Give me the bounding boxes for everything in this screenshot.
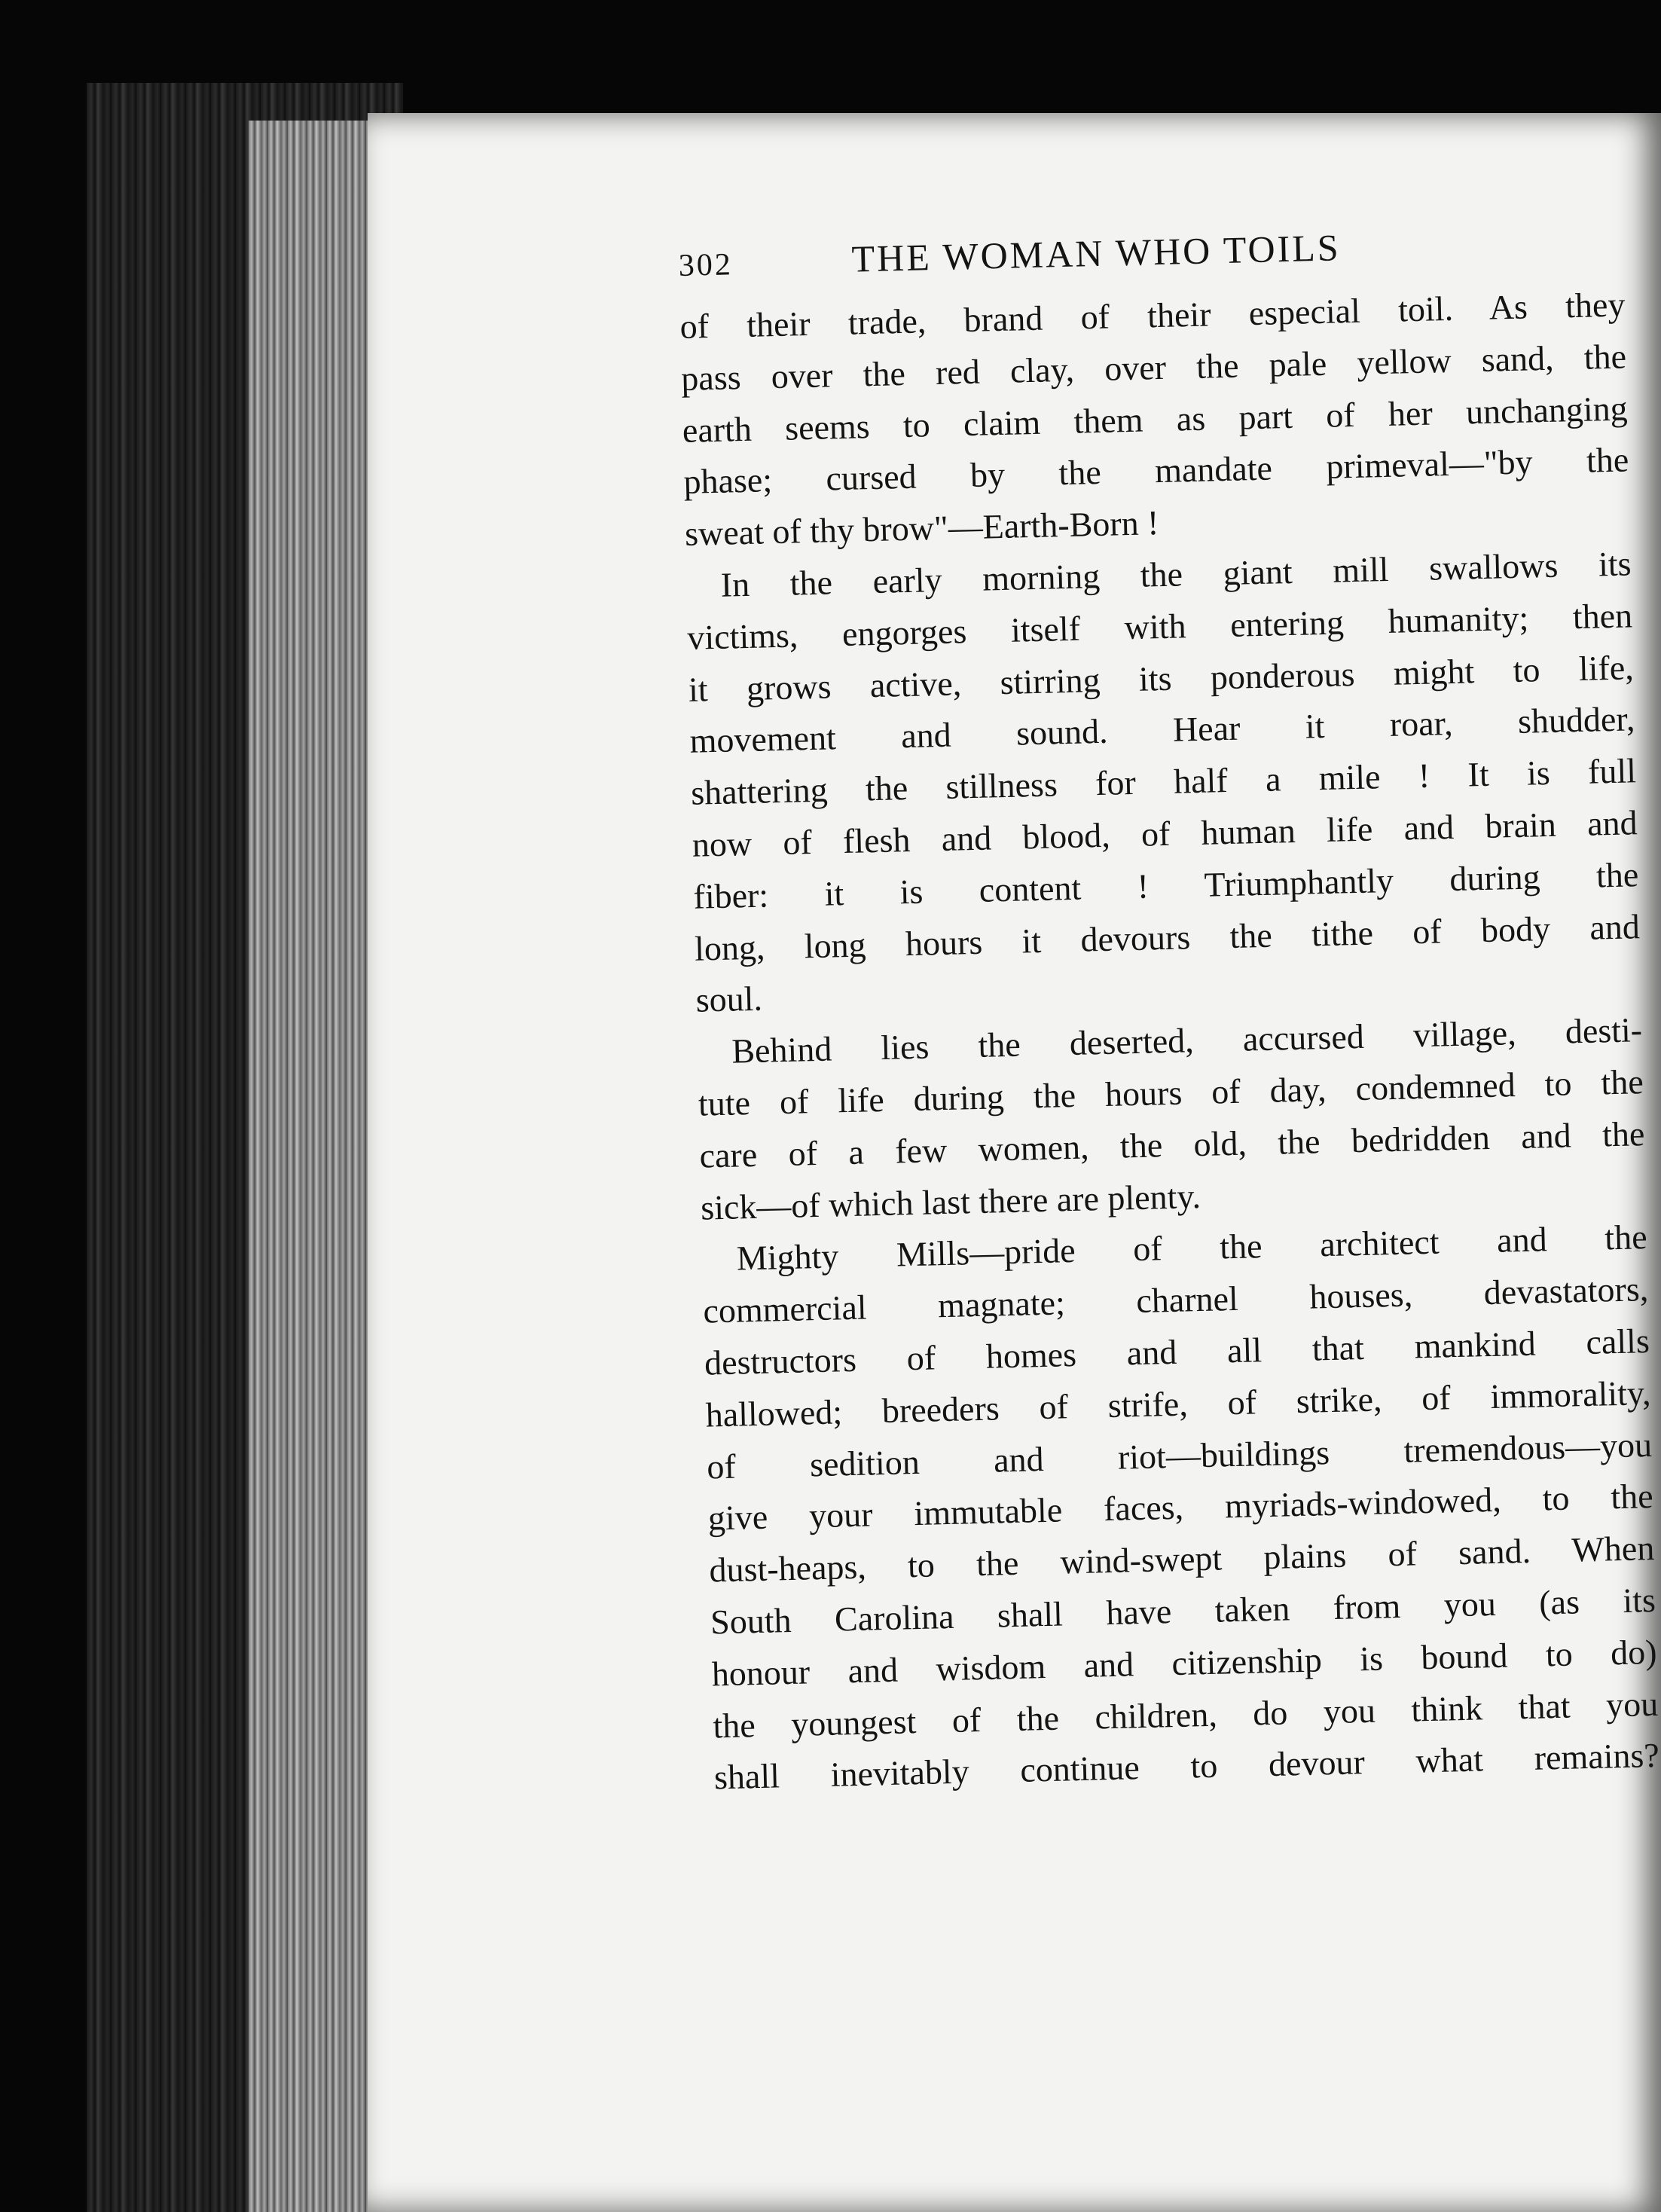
text-line: shattering the stillness for half a mile ! It is full [690,751,1637,812]
running-title: THE WOMAN WHO TOILS [850,226,1342,280]
text-line: pass over the red clay, over the pale yellow sand, the [680,337,1627,398]
text-line: it grows active, stirring its ponderous might to life, [688,647,1635,709]
text-line: shall inevitably continue to devour what remains? [713,1736,1660,1797]
text-line: the youngest of the children, do you think that you [712,1684,1659,1745]
text-line: care of a few women, the old, the bedridden and the [699,1114,1645,1175]
text-line: of sedition and riot—buildings tremendous—you [706,1425,1653,1486]
text-line: sweat of thy brow"—Earth-Born ! [684,503,1159,554]
text-line: fiber: it is content ! Triumphantly during the [692,854,1639,916]
text-line: honour and wisdom and citizenship is bound to do) [711,1632,1658,1694]
text-line: victims, engorges itself with entering humanity; then [686,596,1633,657]
text-line: sick—of which last there are plenty. [700,1176,1201,1227]
page-number: 302 [678,247,734,283]
text-line: commercial magnate; charnel houses, devastators, [702,1269,1649,1331]
text-line: movement and sound. Hear it roar, shudder, [689,699,1635,761]
text-line: earth seems to claim them as part of her unchanging [682,388,1629,450]
text-line: destructors of homes and all that mankind calls [704,1321,1650,1382]
text-line: now of flesh and blood, of human life and brain and [692,803,1638,864]
text-line: South Carolina shall have taken from you (as its [710,1580,1656,1642]
text-line: tute of life during the hours of day, condemned to the [698,1062,1644,1123]
text-line: Behind lies the deserted, accursed village, desti- [731,1010,1643,1071]
text-line: of their trade, brand of their especial toil. As they [679,285,1626,346]
page-text-block [678,218,1660,1804]
book-page [368,113,1661,2212]
text-line: soul. [695,979,763,1020]
paragraph-4 [701,1211,1659,1804]
text-line: phase; cursed by the mandate primeval—"by the [682,440,1629,502]
text-line: dust-heaps, to the wind-swept plains of sand. When [708,1529,1655,1590]
text-line: Mighty Mills—pride of the architect and the [736,1218,1648,1278]
text-line: In the early morning the giant mill swallows its [720,544,1632,604]
text-line: give your immutable faces, myriads-windowed, to the [707,1477,1654,1538]
text-line: long, long hours it devours the tithe of body and [694,906,1641,968]
paragraph-3 [697,1004,1647,1234]
paragraph-1 [679,279,1631,560]
paragraph-2 [685,538,1641,1027]
text-line: hallowed; breeders of strife, of strike, of immorality, [705,1373,1651,1434]
